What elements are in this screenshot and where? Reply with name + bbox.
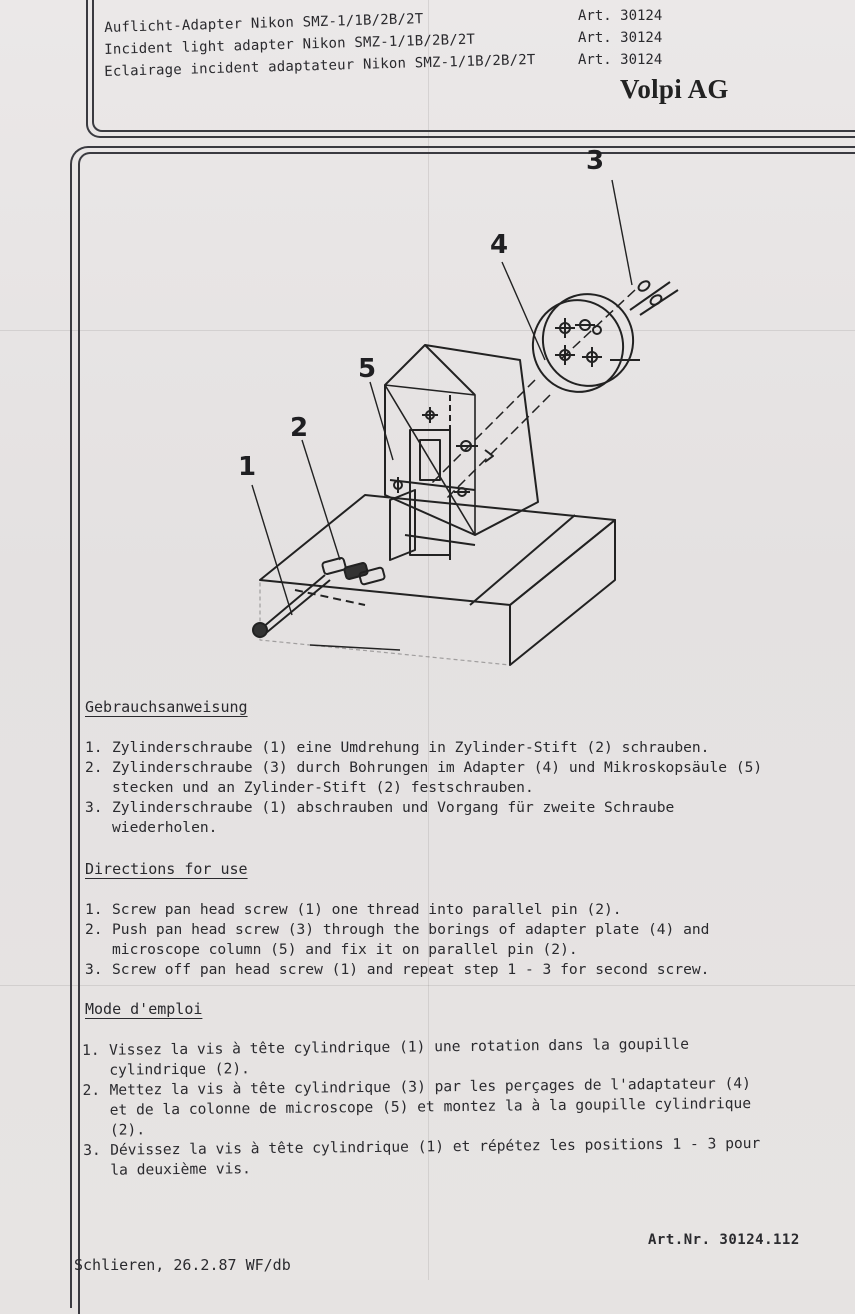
step-text: Screw off pan head screw (1) and repeat step 1 - 3 for second screw. <box>112 961 710 978</box>
title-english: Incident light adapter Nikon SMZ-1/1B/2B/2T <box>104 31 476 58</box>
instruction-step <box>82 1074 760 1141</box>
steps-french <box>82 1034 761 1181</box>
step-number: 1. <box>85 739 103 756</box>
title-german: Auflicht-Adapter Nikon SMZ-1/1B/2B/2T <box>104 11 424 36</box>
heading-english: Directions for use <box>85 860 248 878</box>
article-number-footer: Art.Nr. 30124.112 <box>648 1232 800 1248</box>
adapter-plate <box>521 282 645 403</box>
step-number: 3. <box>83 1141 101 1159</box>
step-text: Zylinderschraube (1) eine Umdrehung in Zylinder-Stift (2) schrauben. <box>112 739 710 756</box>
callout-1: 1 <box>238 452 257 482</box>
step-number: 3. <box>85 961 103 978</box>
article-number: Art. 30124 <box>578 30 663 46</box>
assembly-diagram <box>230 150 680 670</box>
step-text: Screw pan head screw (1) one thread into parallel pin (2). <box>112 901 622 918</box>
instruction-step <box>85 920 709 960</box>
step-number: 3. <box>85 799 103 816</box>
callout-2: 2 <box>290 413 309 443</box>
step-text: Mettez la vis à tête cylindrique (3) par les perçages de l'adaptateur (4) et de la colonne de microscope (5) et montez la à la goupille cylindrique (2). <box>109 1074 752 1139</box>
instruction-step <box>85 960 709 980</box>
title-french: Eclairage incident adaptateur Nikon SMZ-1/1B/2B/2T <box>104 51 536 80</box>
instruction-step <box>85 738 762 758</box>
step-number: 1. <box>85 901 103 918</box>
company-logo: Volpi AG <box>620 74 729 104</box>
step-number: 2. <box>82 1081 101 1099</box>
step-text: Dévissez la vis à tête cylindrique (1) et répétez les positions 1 - 3 pour la deuxième vis. <box>110 1134 761 1179</box>
step-text: Zylinderschraube (3) durch Bohrungen im Adapter (4) und Mikroskopsäule (5) stecken und an Zylinder-Stift (2) festschrauben. <box>112 759 763 796</box>
callout-4: 4 <box>490 230 509 260</box>
heading-french: Mode d'emploi <box>85 1000 203 1018</box>
steps-german <box>85 738 762 838</box>
instruction-step <box>83 1134 761 1181</box>
instruction-step <box>82 1034 760 1081</box>
heading-german: Gebrauchsanweisung <box>85 698 248 716</box>
step-number: 1. <box>82 1041 100 1059</box>
base-block <box>260 495 615 665</box>
callout-5: 5 <box>358 354 377 384</box>
callout-3: 3 <box>586 146 605 176</box>
place-date: Schlieren, 26.2.87 WF/db <box>74 1256 291 1274</box>
step-number: 2. <box>85 921 103 938</box>
microscope-column <box>385 345 538 560</box>
instruction-step <box>85 900 709 920</box>
screws-3 <box>630 279 678 315</box>
step-number: 2. <box>85 759 103 776</box>
step-text: Push pan head screw (3) through the borings of adapter plate (4) and microscope column (5) and fix it on parallel pin (2). <box>112 921 710 958</box>
article-number: Art. 30124 <box>578 8 663 24</box>
instruction-step <box>85 758 762 798</box>
instruction-step <box>85 798 762 838</box>
step-text: Vissez la vis à tête cylindrique (1) une rotation dans la goupille cylindrique (2). <box>109 1035 690 1079</box>
step-text: Zylinderschraube (1) abschrauben und Vorgang für zweite Schraube wiederholen. <box>112 799 675 836</box>
article-number: Art. 30124 <box>578 52 663 68</box>
steps-english <box>85 900 709 980</box>
